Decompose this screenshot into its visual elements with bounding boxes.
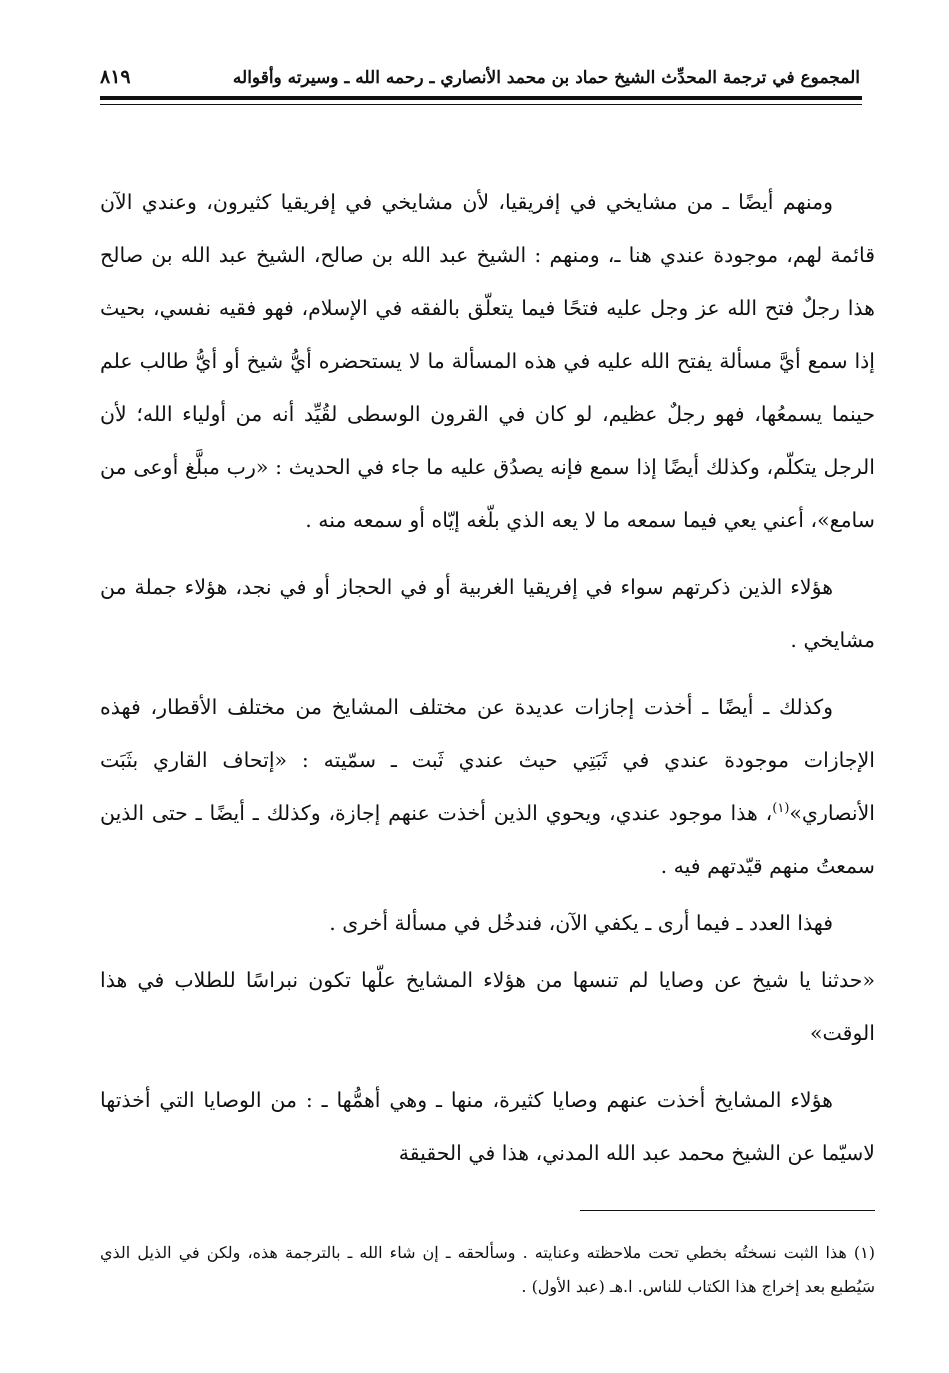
footnote-reference: (١): [772, 801, 790, 817]
running-header: [100, 52, 860, 88]
paragraph-3-tail: ، هذا موجود عندي، ويحوي الذين أخذت عنهم إجازة، وكذلك ـ أيضًا ـ حتى الذين سمعتُ منهم قيّدتهم فيه .: [100, 801, 875, 878]
header-title: المجموع في ترجمة المحدِّث الشيخ حماد بن محمد الأنصاري ـ رحمه الله ـ وسيرته وأقواله: [232, 68, 860, 88]
footnote-rule: [580, 1210, 875, 1211]
thabat-title: «إتحاف القاري بثَبَت الأنصاري»: [100, 748, 875, 825]
paragraph-5: هؤلاء المشايخ أخذت عنهم وصايا كثيرة، منها ـ وهي أهمُّها ـ : من الوصايا التي أخذتها لاسيّما عن الشيخ محمد عبد الله المدني، هذا في الحقيقة: [100, 1088, 875, 1165]
footnote-text: (١) هذا الثبت نسختُه بخطي تحت ملاحظته وعنايته . وسألحقه ـ إن شاء الله ـ بالترجمة هذه، ولكن في الذيل الذي سَيُطبع بعد إخراج هذا الكتاب للناس. ا.هـ (عبد الأول) .: [100, 1243, 875, 1296]
paragraph-1: ومنهم أيضًا ـ من مشايخي في إفريقيا، لأن مشايخي في إفريقيا كثيرون، وعندي الآن قائمة لهم، موجودة عندي هنا ـ، ومنهم : الشيخ عبد الله بن صالح، الشيخ عبد الله بن صالح هذا رجلٌ فتح الله عز وجل عليه فتحًا فيما يتعلّق بالفقه في الإسلام، فهو فقيه نفسي، بحيث إذا سمع أيَّ مسألة يفتح الله عليه في هذه المسألة ما لا يستحضره أيُّ شيخ أو أيُّ طالب علم حينما يسمعُها، فهو رجلٌ عظيم، لو كان في القرون الوسطى لقُيِّد أنه من أولياء الله؛ لأن الرجل يتكلّم، وكذلك أيضًا إذا سمع فإنه يصدُق عليه ما جاء في الحديث : «رب مبلَّغ أوعى من سامع»، أعني يعي فيما سمعه ما لا يعه الذي بلّغه إيّاه أو سمعه منه .: [100, 190, 875, 532]
header-rule-thin: [100, 104, 862, 105]
paragraph-3-lead: وكذلك ـ أيضًا ـ أخذت إجازات عديدة عن مختلف المشايخ من مختلف الأقطار، فهذه الإجازات موجودة عندي في ثَبَتِي حيث عندي ثَبت ـ سمّيته :: [100, 695, 875, 772]
header-rule-thick: [100, 96, 862, 100]
paragraph-4: فهذا العدد ـ فيما أرى ـ يكفي الآن، فندخُل في مسألة أخرى .: [329, 911, 833, 935]
page-number: ٨١٩: [100, 66, 131, 88]
footnote: [100, 1236, 875, 1304]
paragraph-3: [100, 681, 875, 893]
main-text: [100, 176, 875, 1194]
interview-question: «حدثنا يا شيخ عن وصايا لم تنسها من هؤلاء المشايخ علّها تكون نبراسًا للطلاب في هذا الوقت»: [100, 968, 875, 1045]
paragraph-2: هؤلاء الذين ذكرتهم سواء في إفريقيا الغربية أو في الحجاز أو في نجد، هؤلاء جملة من مشايخي .: [100, 575, 875, 652]
